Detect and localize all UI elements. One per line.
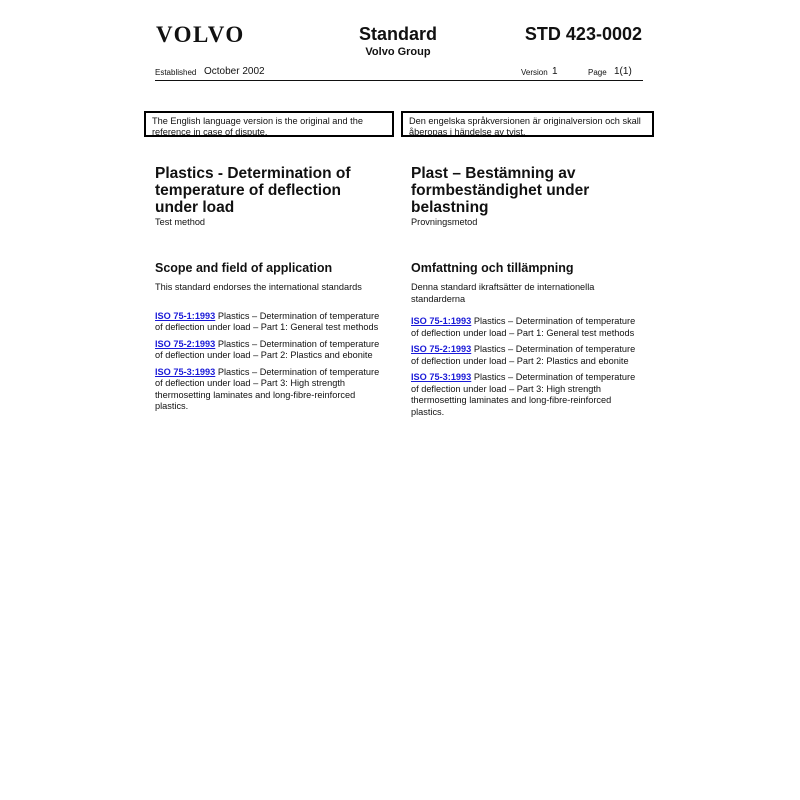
english-intro: This standard endorses the international standards (155, 282, 362, 292)
english-notice-text: The English language version is the original and the reference in case of dispute. (152, 116, 363, 137)
iso-75-2-link[interactable]: ISO 75-2:1993 (155, 338, 216, 349)
english-ref-3 (155, 367, 385, 413)
iso-75-3-link[interactable]: ISO 75-3:1993 (155, 366, 216, 377)
swedish-ref-1-text: Plastics – Determination of temperature of deflection under load – Part 1: General test methods (411, 316, 636, 338)
english-title: Plastics - Determination of temperature of deflection under load (155, 165, 351, 216)
swedish-notice-box (401, 111, 654, 137)
swedish-ref-3-text: Plastics – Determination of temperature of deflection under load – Part 3: High strength thermosetting laminates and long-fibre-reinforced plastics. (411, 372, 636, 417)
version-label: Version (521, 68, 548, 77)
english-ref-1-text: Plastics – Determination of temperature of deflection under load – Part 1: General test methods (155, 310, 380, 332)
sv-iso-75-2-link[interactable]: ISO 75-2:1993 (411, 344, 472, 354)
english-ref-1 (155, 311, 385, 334)
swedish-ref-2-text: Plastics – Determination of temperature of deflection under load – Part 2: Plastics and ebonite (411, 344, 636, 366)
swedish-title: Plast – Bestämning av formbeständighet under belastning (411, 165, 590, 216)
swedish-section-heading: Omfattning och tillämpning (411, 261, 574, 275)
organization-name: Volvo Group (365, 46, 431, 58)
sv-iso-75-3-link[interactable]: ISO 75-3:1993 (411, 372, 472, 382)
header-rule (155, 80, 643, 81)
version-value: 1 (552, 66, 558, 77)
sv-iso-75-1-link[interactable]: ISO 75-1:1993 (411, 316, 472, 326)
english-ref-3-text: Plastics – Determination of temperature of deflection under load – Part 3: High strength thermosetting laminates and long-fibre-reinforced plastics. (155, 366, 380, 411)
english-subtitle: Test method (155, 217, 206, 227)
swedish-ref-1 (411, 316, 641, 339)
english-ref-2 (155, 339, 385, 362)
english-ref-2-text: Plastics – Determination of temperature of deflection under load – Part 2: Plastics and ebonite (155, 338, 380, 360)
document-number: STD 423-0002 (524, 24, 642, 44)
swedish-notice-text: Den engelska språkversionen är originalversion och skall åberopas i händelse av tvist. (409, 116, 641, 137)
iso-75-1-link[interactable]: ISO 75-1:1993 (155, 310, 216, 321)
page-value: 1(1) (614, 66, 632, 77)
swedish-subtitle: Provningsmetod (411, 217, 478, 227)
established-date: October 2002 (204, 66, 265, 77)
english-notice-box (144, 111, 394, 137)
swedish-intro: Denna standard ikraftsätter de internationella standarderna (411, 282, 595, 304)
english-column (155, 165, 385, 418)
swedish-column (411, 165, 641, 423)
english-section-heading: Scope and field of application (155, 261, 333, 275)
swedish-ref-3 (411, 372, 641, 418)
established-label: Established (155, 68, 197, 77)
volvo-logo: VOLVO (156, 22, 245, 47)
swedish-ref-2 (411, 344, 641, 367)
document-type-title: Standard (358, 24, 437, 44)
page-label: Page (588, 68, 607, 77)
